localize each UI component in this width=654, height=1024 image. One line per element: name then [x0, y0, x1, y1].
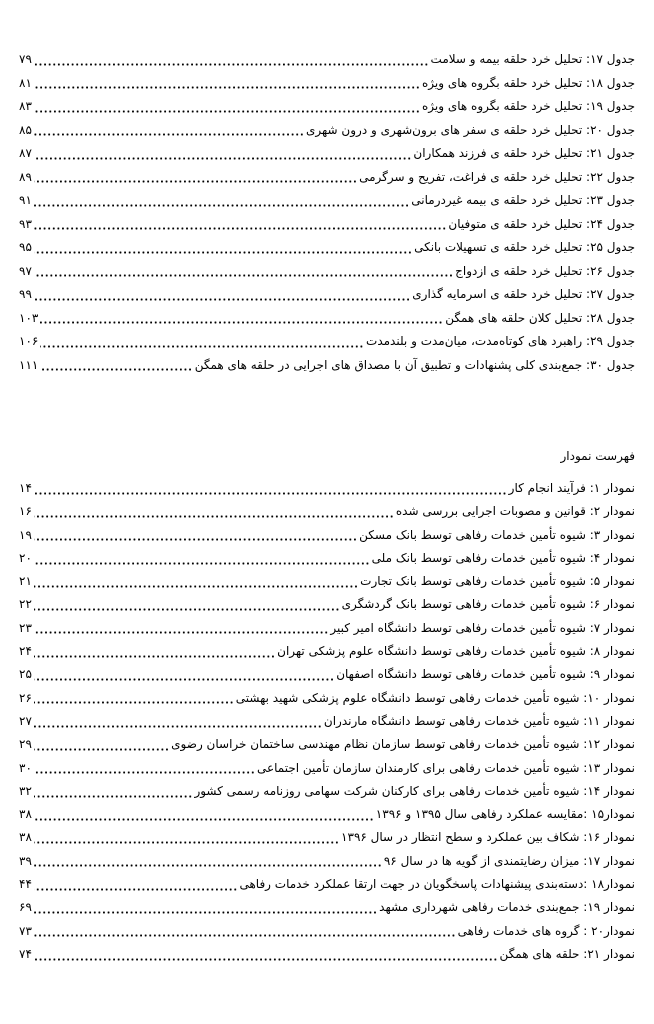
dot-leader: [34, 142, 412, 166]
dot-leader: [34, 477, 507, 500]
toc-row: [19, 710, 635, 733]
toc-entry-title: نمودار ۱۶: شکاف بین عملکرد و سطح انتظار در سال ۱۳۹۶: [341, 830, 635, 845]
toc-page-number: ۱۴: [19, 481, 32, 495]
toc-entry-title: جدول ۲۰: تحلیل خرد حلقه ی سفر های برون‌شهری و درون شهری: [306, 122, 635, 137]
toc-row: [19, 524, 635, 547]
toc-entry-title: نمودار ۱: فرآیند انجام کار: [508, 481, 635, 495]
toc-entry-title: نمودار۲۰ : گروه های خدمات رفاهی: [457, 923, 635, 938]
toc-entry-title: نمودار ۱۳: شیوه تأمین خدمات رفاهی برای کارمندان سازمان تأمین اجتماعی: [256, 760, 635, 775]
toc-row: [19, 213, 635, 237]
toc-row: [19, 593, 635, 616]
dot-leader: [34, 119, 304, 143]
toc-page-number: ۱۹: [19, 527, 32, 542]
toc-row: [19, 260, 635, 284]
dot-leader: [40, 330, 364, 354]
tables-toc-list: [19, 48, 635, 377]
toc-entry-title: نمودار ۱۴: شیوه تأمین خدمات رفاهی برای کارکنان شرکت سهامی روزنامه رسمی کشور: [194, 783, 635, 798]
toc-page-number: ۹۳: [19, 216, 32, 231]
toc-row: [19, 733, 635, 756]
toc-entry-title: نمودار ۳: شیوه تأمین خدمات رفاهی توسط بانک مسکن: [359, 527, 635, 542]
dot-leader: [34, 873, 238, 896]
toc-entry-title: نمودار ۱۰: شیوه تأمین خدمات رفاهی توسط دانشگاه علوم پزشکی شهید بهشتی: [235, 690, 635, 705]
toc-entry-title: نمودار ۲۱: حلقه های همگن: [499, 946, 635, 961]
dot-leader: [34, 72, 420, 96]
toc-page-number: ۲۷: [19, 713, 32, 728]
toc-row: [19, 500, 635, 523]
toc-entry-title: نمودار ۷: شیوه تأمین خدمات رفاهی توسط دانشگاه امیر کبیر: [330, 620, 635, 635]
toc-page-number: ۲۲: [19, 597, 32, 612]
toc-row: [19, 850, 635, 873]
toc-page-number: ۸۳: [19, 99, 32, 113]
toc-row: [19, 119, 635, 143]
toc-row: [19, 283, 635, 307]
toc-row: [19, 617, 635, 640]
dot-leader: [34, 48, 429, 72]
toc-row: [19, 570, 635, 593]
toc-row: [19, 166, 635, 190]
toc-row: [19, 142, 635, 166]
dot-leader: [40, 307, 443, 331]
toc-page-number: ۸۱: [19, 75, 32, 90]
toc-row: [19, 943, 635, 966]
toc-row: [19, 48, 635, 72]
toc-entry-title: جدول ۲۴: تحلیل خرد حلقه ی متوفیان: [448, 216, 635, 231]
toc-page-number: ۹۵: [19, 240, 32, 254]
toc-row: [19, 803, 635, 826]
toc-row: [19, 873, 635, 896]
toc-entry-title: نمودار ۱۲: شیوه تأمین خدمات رفاهی توسط سازمان نظام مهندسی ساختمان خراسان رضوی: [171, 737, 635, 752]
toc-row: [19, 236, 635, 260]
toc-entry-title: نمودار ۵: شیوه تأمین خدمات رفاهی توسط بانک تجارت: [360, 574, 635, 589]
dot-leader: [34, 213, 447, 237]
dot-leader: [34, 826, 339, 849]
toc-entry-title: جدول ۱۷: تحلیل خرد حلقه بیمه و سلامت: [430, 52, 635, 66]
toc-page-number: ۲۶: [19, 690, 32, 705]
toc-entry-title: نمودار ۸: شیوه تأمین خدمات رفاهی توسط دانشگاه علوم پزشکی تهران: [277, 644, 635, 659]
toc-entry-title: نمودار ۱۹: جمع‌بندی خدمات رفاهی شهرداری مشهد: [379, 900, 635, 915]
toc-entry-title: نمودار ۶: شیوه تأمین خدمات رفاهی توسط بانک گردشگری: [341, 597, 635, 612]
dot-leader: [34, 640, 275, 663]
dot-leader: [34, 500, 394, 523]
dot-leader: [34, 780, 193, 803]
toc-page-number: ۱۱۱: [19, 357, 39, 372]
toc-row: [19, 640, 635, 663]
dot-leader: [34, 236, 412, 260]
toc-entry-title: جدول ۲۶: تحلیل خرد حلقه ی ازدواج: [455, 263, 635, 278]
dot-leader: [40, 354, 192, 378]
toc-entry-title: نمودار ۱۱: شیوه تأمین خدمات رفاهی توسط دانشگاه مارندران: [323, 713, 635, 728]
toc-page-number: ۲۰: [19, 550, 32, 565]
toc-row: [19, 307, 635, 331]
toc-page-number: ۹۱: [19, 193, 32, 207]
toc-page-number: ۷۳: [19, 923, 32, 938]
dot-leader: [34, 757, 255, 780]
toc-page-number: ۲۱: [19, 574, 32, 589]
toc-row: [19, 95, 635, 119]
toc-page-number: ۲۹: [19, 737, 32, 752]
toc-entry-title: جدول ۲۲: تحلیل خرد حلقه ی فراغت، تفریح و سرگرمی: [359, 169, 635, 184]
toc-entry-title: نمودار ۹: شیوه تأمین خدمات رفاهی توسط دانشگاه اصفهان: [336, 667, 635, 682]
toc-entry-title: جدول ۲۹: راهبرد های کوتاه‌مدت، میان‌مدت و بلندمدت: [366, 334, 635, 348]
dot-leader: [34, 260, 453, 284]
toc-entry-title: جدول ۲۵: تحلیل خرد حلقه ی تسهیلات بانکی: [414, 240, 635, 254]
toc-row: [19, 72, 635, 96]
toc-row: [19, 663, 635, 686]
dot-leader: [34, 687, 234, 710]
toc-entry-title: جدول ۳۰: جمع‌بندی کلی پشنهادات و تطبیق آن با مصداق های اجرایی در حلقه های همگن: [194, 357, 635, 372]
dot-leader: [34, 896, 377, 919]
toc-row: [19, 826, 635, 849]
toc-entry-title: جدول ۲۱: تحلیل خرد حلقه ی فرزند همکاران: [413, 146, 635, 160]
charts-toc-list: [19, 477, 635, 966]
toc-page-number: ۱۶: [19, 504, 32, 519]
toc-row: [19, 330, 635, 354]
toc-entry-title: جدول ۲۸: تحلیل کلان حلقه های همگن: [445, 310, 635, 325]
toc-entry-title: جدول ۱۹: تحلیل خرد حلقه بگروه های ویژه: [421, 99, 635, 113]
dot-leader: [34, 547, 370, 570]
toc-row: [19, 920, 635, 943]
toc-page-number: ۸۷: [19, 146, 32, 160]
toc-page-number: ۹۷: [19, 263, 32, 278]
toc-entry-title: نمودار ۲: قوانین و مصوبات اجرایی بررسی شده: [395, 504, 635, 519]
toc-page-number: ۳۹: [19, 853, 32, 868]
toc-row: [19, 189, 635, 213]
toc-entry-title: نمودار۱۵ :مقایسه عملکرد رفاهی سال ۱۳۹۵ و ۱۳۹۶: [375, 807, 635, 822]
toc-page-number: ۷۴: [19, 946, 32, 961]
dot-leader: [34, 617, 329, 640]
dot-leader: [34, 524, 357, 547]
toc-entry-title: جدول ۱۸: تحلیل خرد حلقه بگروه های ویژه: [421, 75, 635, 90]
dot-leader: [34, 570, 358, 593]
toc-page-number: ۳۸: [19, 807, 32, 822]
toc-entry-title: نمودار۱۸ :دسته‌بندی پیشنهادات پاسخگویان در جهت ارتقا عملکرد خدمات رفاهی: [239, 877, 635, 892]
charts-section-heading: فهرست نمودار: [560, 449, 635, 463]
toc-page-number: ۲۳: [19, 620, 32, 635]
toc-page-number: ۳۸: [19, 830, 32, 845]
dot-leader: [34, 283, 410, 307]
dot-leader: [34, 593, 340, 616]
toc-row: [19, 354, 635, 378]
dot-leader: [34, 95, 420, 119]
dot-leader: [34, 803, 374, 826]
toc-page-number: ۱۰۳: [19, 310, 39, 325]
dot-leader: [34, 943, 498, 966]
dot-leader: [34, 850, 382, 873]
dot-leader: [34, 189, 409, 213]
toc-page-number: ۴۴: [19, 877, 32, 892]
toc-entry-title: نمودار ۱۷: میزان رضایتمندی از گویه ها در سال ۹۶: [383, 853, 635, 868]
toc-page-number: ۹۹: [19, 287, 32, 301]
toc-page-number: ۳۲: [19, 783, 32, 798]
toc-entry-title: جدول ۲۳: تحلیل خرد حلقه ی بیمه غیردرمانی: [411, 193, 635, 207]
toc-row: [19, 687, 635, 710]
toc-page-number: ۸۵: [19, 122, 32, 137]
toc-row: [19, 780, 635, 803]
toc-page-number: ۲۴: [19, 644, 32, 659]
toc-row: [19, 896, 635, 919]
dot-leader: [34, 166, 357, 190]
toc-entry-title: نمودار ۴: شیوه تأمین خدمات رفاهی توسط بانک ملی: [371, 550, 635, 565]
dot-leader: [34, 710, 322, 733]
toc-row: [19, 757, 635, 780]
dot-leader: [34, 733, 169, 756]
toc-page-number: ۲۵: [19, 667, 32, 682]
toc-row: [19, 477, 635, 500]
dot-leader: [34, 663, 334, 686]
toc-page-number: ۱۰۶: [19, 334, 39, 348]
toc-entry-title: جدول ۲۷: تحلیل خرد حلقه ی اسرمایه گذاری: [412, 287, 635, 301]
toc-row: [19, 547, 635, 570]
toc-page-number: ۸۹: [19, 169, 32, 184]
dot-leader: [34, 920, 456, 943]
toc-page-number: ۷۹: [19, 52, 32, 66]
toc-page-number: ۶۹: [19, 900, 32, 915]
toc-page-number: ۳۰: [19, 760, 32, 775]
